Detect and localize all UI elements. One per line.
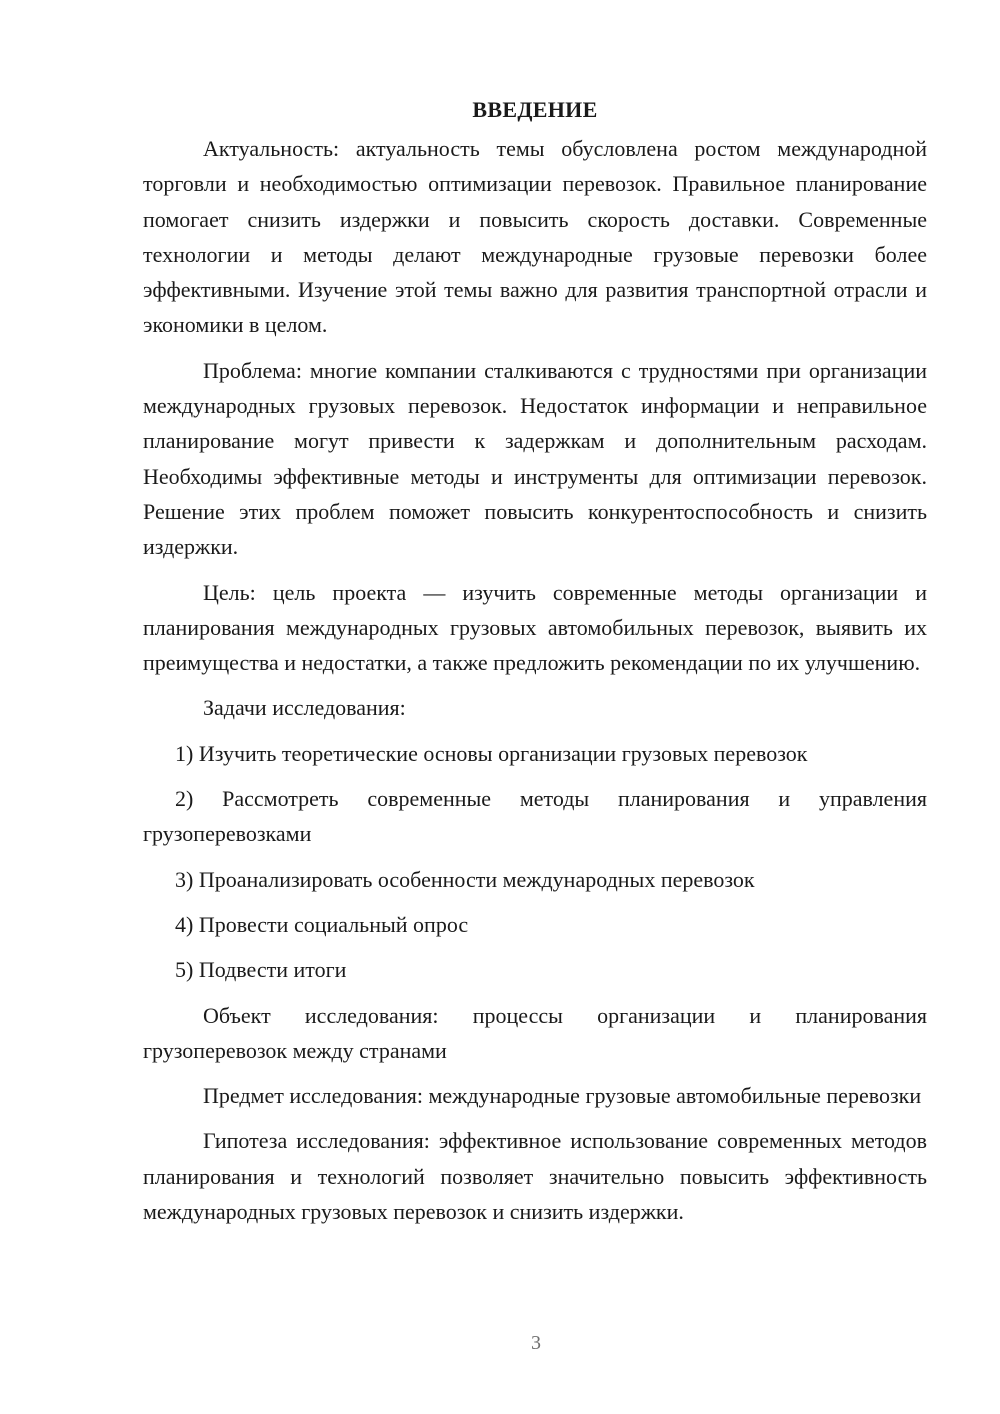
goal-paragraph: Цель: цель проекта — изучить современные методы организации и планирования международных грузовых автомобильных перевозок, выявить их преимущества и недостатки, а также предложить рекомендации по их улучшению. xyxy=(143,579,927,676)
page-number: 3 xyxy=(531,1332,541,1354)
hypothesis-paragraph: Гипотеза исследования: эффективное использование современных методов планирования и технологий позволяет значительно повысить эффективность международных грузовых перевозок и снизить издержки. xyxy=(143,1128,927,1225)
document-body xyxy=(143,92,927,1239)
task-item-3: 3) Проанализировать особенности международных перевозок xyxy=(175,866,755,892)
relevance-paragraph: Актуальность: актуальность темы обусловлена ростом международной торговли и необходимостью оптимизации перевозок. Правильное планирование помогает снизить издержки и повысить скорость доставки. Современные технологии и методы делают международные грузовые перевозки более эффективными. Изучение этой темы важно для развития транспортной отрасли и экономики в целом. xyxy=(143,136,927,338)
section-title: ВВЕДЕНИЕ xyxy=(472,97,598,122)
task-item-1: 1) Изучить теоретические основы организации грузовых перевозок xyxy=(175,740,808,766)
problem-paragraph: Проблема: многие компании сталкиваются с трудностями при организации международных грузовых перевозок. Недостаток информации и неправильное планирование могут привести к задержкам и дополнительным расходам. Необходимы эффективные методы и инструменты для оптимизации перевозок. Решение этих проблем поможет повысить конкурентоспособность и снизить издержки. xyxy=(143,357,927,560)
task-item-4: 4) Провести социальный опрос xyxy=(175,911,469,937)
task-item-5: 5) Подвести итоги xyxy=(175,957,347,983)
object-paragraph: Объект исследования: процессы организации и планирования грузоперевозок между странами xyxy=(143,1002,927,1063)
tasks-heading: Задачи исследования: xyxy=(203,695,406,721)
subject-paragraph: Предмет исследования: международные грузовые автомобильные перевозки xyxy=(203,1083,922,1109)
task-item-2: 2) Рассмотреть современные методы планирования и управления грузоперевозками xyxy=(143,786,927,847)
